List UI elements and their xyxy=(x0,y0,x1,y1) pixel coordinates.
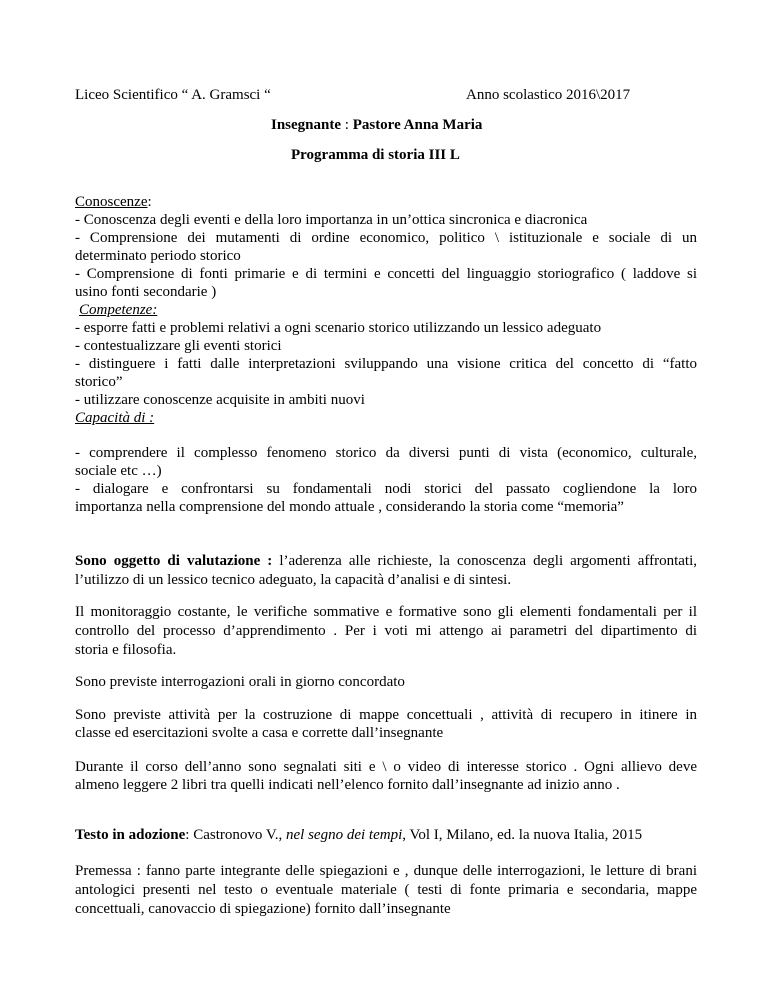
competenze-line: storico” xyxy=(75,374,123,390)
school-name: Liceo Scientifico “ A. Gramsci “ xyxy=(75,87,271,103)
competenze-line: - contestualizzare gli eventi storici xyxy=(75,338,282,354)
testo-title: nel segno dei tempi xyxy=(286,827,403,843)
competenze-line: - esporre fatti e problemi relativi a ogni scenario storico utilizzando un lessico adeguato xyxy=(75,320,602,336)
conoscenze-colon: : xyxy=(147,194,152,210)
competenze-line: - distinguere i fatti dalle interpretazioni sviluppando una visione critica del concetto di “fatto xyxy=(75,356,697,372)
attivita-line: Sono previste attività per la costruzione di mappe concettuali , attività di recupero in itinere in xyxy=(75,707,697,723)
conoscenze-heading: Conoscenze xyxy=(75,194,148,210)
durante-line: almeno leggere 2 libri tra quelli indicati nell’elenco fornito dall’insegnante ad inizio anno . xyxy=(75,777,620,793)
premessa-line: Premessa : fanno parte integrante delle spiegazioni e , dunque delle interrogazioni, le letture di brani xyxy=(75,863,697,879)
valutazione-line: l’utilizzo di un lessico tecnico adeguato, la capacità d’analisi e di sintesi. xyxy=(75,572,512,588)
monitoraggio-line: controllo del processo d’apprendimento . Per i voti mi attengo ai parametri del dipartimento di xyxy=(75,623,697,639)
conoscenze-line: determinato periodo storico xyxy=(75,248,241,264)
teacher-separator: : xyxy=(341,117,353,133)
teacher-label: Insegnante xyxy=(271,117,342,133)
testo-label: Testo in adozione xyxy=(75,827,186,843)
teacher-line xyxy=(271,116,482,134)
interrogazioni-text: Sono previste interrogazioni orali in giorno concordato xyxy=(75,674,405,690)
valutazione-line xyxy=(75,552,697,570)
conoscenze-line: - Comprensione dei mutamenti di ordine economico, politico \ istituzionale e sociale di un xyxy=(75,230,697,246)
competenze-line: - utilizzare conoscenze acquisite in ambiti nuovi xyxy=(75,392,365,408)
school-year: Anno scolastico 2016\2017 xyxy=(466,87,631,103)
premessa-line: concettuali, canovaccio di spiegazione) fornito dall’insegnante xyxy=(75,901,451,917)
conoscenze-line: - Comprensione di fonti primarie e di termini e concetti del linguaggio storiografico ( laddove si xyxy=(75,266,697,282)
competenze-heading: Competenze: xyxy=(79,302,158,318)
durante-line: Durante il corso dell’anno sono segnalati siti e \ o video di interesse storico . Ogni allievo deve xyxy=(75,759,697,775)
conoscenze-heading-line xyxy=(75,193,152,211)
premessa-line: antologici presenti nel testo o eventuale materiale ( testi di fonte primaria e secondaria, mappe xyxy=(75,882,697,898)
conoscenze-line: usino fonti secondarie ) xyxy=(75,284,217,300)
testo-rest: , Vol I, Milano, ed. la nuova Italia, 2015 xyxy=(402,827,643,843)
testo-author: : Castronovo V., xyxy=(185,827,287,843)
capacita-line: - comprendere il complesso fenomeno storico da diversi punti di vista (economico, culturale, xyxy=(75,445,697,461)
valutazione-label: Sono oggetto di valutazione : xyxy=(75,553,273,569)
program-title: Programma di storia III L xyxy=(291,147,460,163)
capacita-line: importanza nella comprensione del mondo attuale , considerando la storia come “memoria” xyxy=(75,499,624,515)
teacher-name: Pastore Anna Maria xyxy=(352,117,483,133)
monitoraggio-line: storia e filosofia. xyxy=(75,642,177,658)
capacita-line: sociale etc …) xyxy=(75,463,162,479)
monitoraggio-line: Il monitoraggio costante, le verifiche sommative e formative sono gli elementi fondamentali per il xyxy=(75,604,697,620)
testo-adozione-line xyxy=(75,826,642,844)
conoscenze-line: - Conoscenza degli eventi e della loro importanza in un’ottica sincronica e diacronica xyxy=(75,212,588,228)
valutazione-text: l’aderenza alle richieste, la conoscenza degli argomenti affrontati, xyxy=(272,553,697,569)
capacita-line: - dialogare e confrontarsi su fondamentali nodi storici del passato cogliendone la loro xyxy=(75,481,697,497)
attivita-line: classe ed esercitazioni svolte a casa e corrette dall’insegnante xyxy=(75,725,444,741)
capacita-heading: Capacità di : xyxy=(75,410,155,426)
